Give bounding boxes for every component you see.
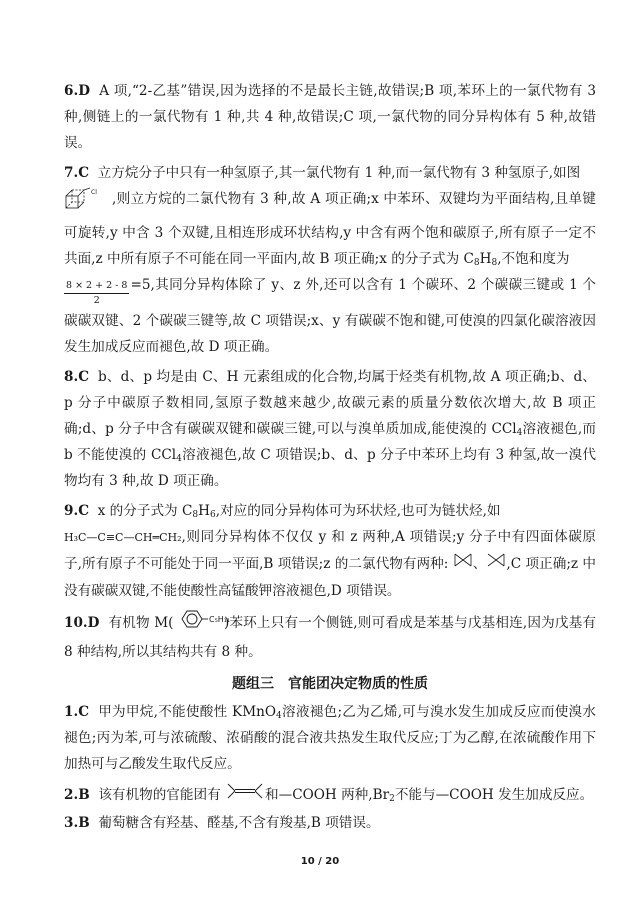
answer-text: =5,其同分异构体除了 y、z 外,还可以含有 1 个碳环、2 个碳碳三键或 1 个碳碳双键、2 个碳碳三键等,故 C 项错误;x、y 有碳碳不饱和键,可使溴的四氯化碳溶液因发生加成反应而褪色,故 D 项正确。	[64, 277, 596, 355]
answer-10	[64, 608, 596, 665]
fraction	[64, 279, 129, 308]
answer-g3-1	[64, 699, 596, 777]
answer-text: 葡萄糖含有羟基、醛基,不含有羧基,B 项错误。	[98, 815, 380, 831]
answer-text: ,C 项正确;z 中没有碳碳双键,不能使酸性高锰酸钾溶液褪色,D 项错误。	[64, 556, 597, 599]
answer-text: ,则同分异构体不仅仅 y 和 z 两种,A 项错误;y 分子中有四面体碳原子,所有原子不可能处于同一平面,B 项错误;z 的二氯代物有两种:	[64, 529, 596, 572]
answer-text: )苯环上只有一个侧链,则可看成是苯基与戊基相连,因为戊基有 8 种结构,所以其结构共有 8 种。	[64, 615, 596, 660]
document-body	[64, 78, 596, 836]
answer-text: 该有机物的官能团有	[98, 787, 221, 803]
answer-text: 溶液褪色,而 b 不能使溴的 CCl	[64, 421, 596, 463]
page-number: 10 / 20	[300, 856, 340, 867]
answer-number: 9.C	[64, 503, 90, 519]
section-title: 题组三 官能团决定物质的性质	[232, 676, 428, 692]
answer-text: 溶液褪色;乙为乙烯,可与溴水发生加成反应而使溴水褪色;丙为苯,可与浓硫酸、浓硝酸的混合液共热发生取代反应;丁为乙醇,在浓硫酸作用下加热可与乙酸发生取代反应。	[64, 704, 596, 772]
subscript: 8	[473, 258, 480, 268]
answer-number: 3.B	[64, 815, 90, 831]
answer-text: 和—COOH 两种,Br	[265, 787, 390, 803]
answer-text: 溶液褪色,故 C 项错误;b、d、p 分子中苯环上均有 3 种氢,故一溴代物均有 3 种,故 D 项正确。	[64, 447, 596, 489]
fraction-numerator: 8 × 2 + 2 - 8	[64, 279, 129, 294]
answer-text: A 项,“2-乙基”错误,因为选择的不是最长主链,故错误;B 项,苯环上的一氯代物有 3 种,侧链上的一氯代物有 1 种,共 4 种,故错误;C 项,一氯代物的同分异构体有 5 种,故错误。	[64, 83, 596, 151]
answer-text: 立方烷分子中只有一种氢原子,其一氯代物有 1 种,而一氯代物有 3 种氢原子,如图	[97, 165, 581, 181]
answer-text: x 的分子式为 C	[97, 503, 193, 519]
answer-text: H	[198, 503, 210, 519]
answer-text: ,不饱和度为	[497, 251, 570, 267]
answer-number: 6.D	[64, 83, 90, 99]
dichloride-structure-2-icon	[486, 551, 506, 578]
cube-label: Cl	[91, 189, 97, 196]
subscript: 4	[276, 711, 282, 721]
fraction-denominator: 2	[93, 295, 100, 306]
dichloride-structure-1-icon	[453, 551, 473, 578]
answer-g3-2	[64, 781, 596, 810]
answer-text: ,对应的同分异构体可为环状烃,也可为链状烃,如	[215, 503, 501, 519]
answer-number: 10.D	[64, 615, 100, 631]
answer-number: 8.C	[64, 369, 90, 385]
answer-7	[64, 160, 596, 360]
answer-6	[64, 78, 596, 156]
answer-number: 1.C	[64, 704, 90, 720]
answer-9	[64, 498, 596, 604]
benzene-ring-icon	[178, 608, 231, 639]
answer-8	[64, 364, 596, 494]
subscript: 6	[209, 510, 216, 520]
chain-formula: H₃C—C≡C—CH═CH₂	[64, 531, 182, 544]
answer-text: b、d、p 均是由 C、H 元素组成的化合物,均属于烃类有机物,故 A 项正确;b、d、p 分子中碳原子数相同,氢原子数越来越少,故碳元素的质量分数依次增大,故 B 项正确;d、p 分子中含有碳碳双键和碳碳三键,可以与溴单质加成,能使溴的 CCl	[64, 369, 596, 437]
substituent-label: C₅H₁₁	[208, 615, 231, 624]
cube-structure-icon	[64, 187, 110, 220]
answer-g3-3	[64, 810, 596, 836]
subscript: 8	[491, 258, 498, 268]
answer-text: 、	[472, 556, 487, 572]
subscript: 8	[192, 510, 199, 520]
answer-text: 有机物 M(	[108, 615, 174, 631]
answer-text: ,则立方烷的二氯代物有 3 种,故 A 项正确;x 中苯环、双键均为平面结构,且单键可旋转,y 中含 3 个双键,且相连形成环状结构,y 中含有两个饱和碳原子,所有原子一定不共面,z 中所有原子不可能在同一平面内,故 B 项正确;x 的分子式为 C	[64, 191, 596, 267]
answer-text: 不能与—COOH 发生加成反应。	[394, 787, 594, 803]
double-bond-icon	[225, 781, 265, 810]
subscript: 4	[176, 454, 182, 464]
answer-number: 7.C	[64, 165, 90, 181]
subscript: 2	[389, 794, 395, 804]
subscript: 4	[516, 428, 523, 438]
answer-text: 甲为甲烷,不能使酸性 KMnO	[98, 704, 277, 720]
answer-text: H	[479, 251, 492, 267]
answer-number: 2.B	[64, 787, 90, 803]
